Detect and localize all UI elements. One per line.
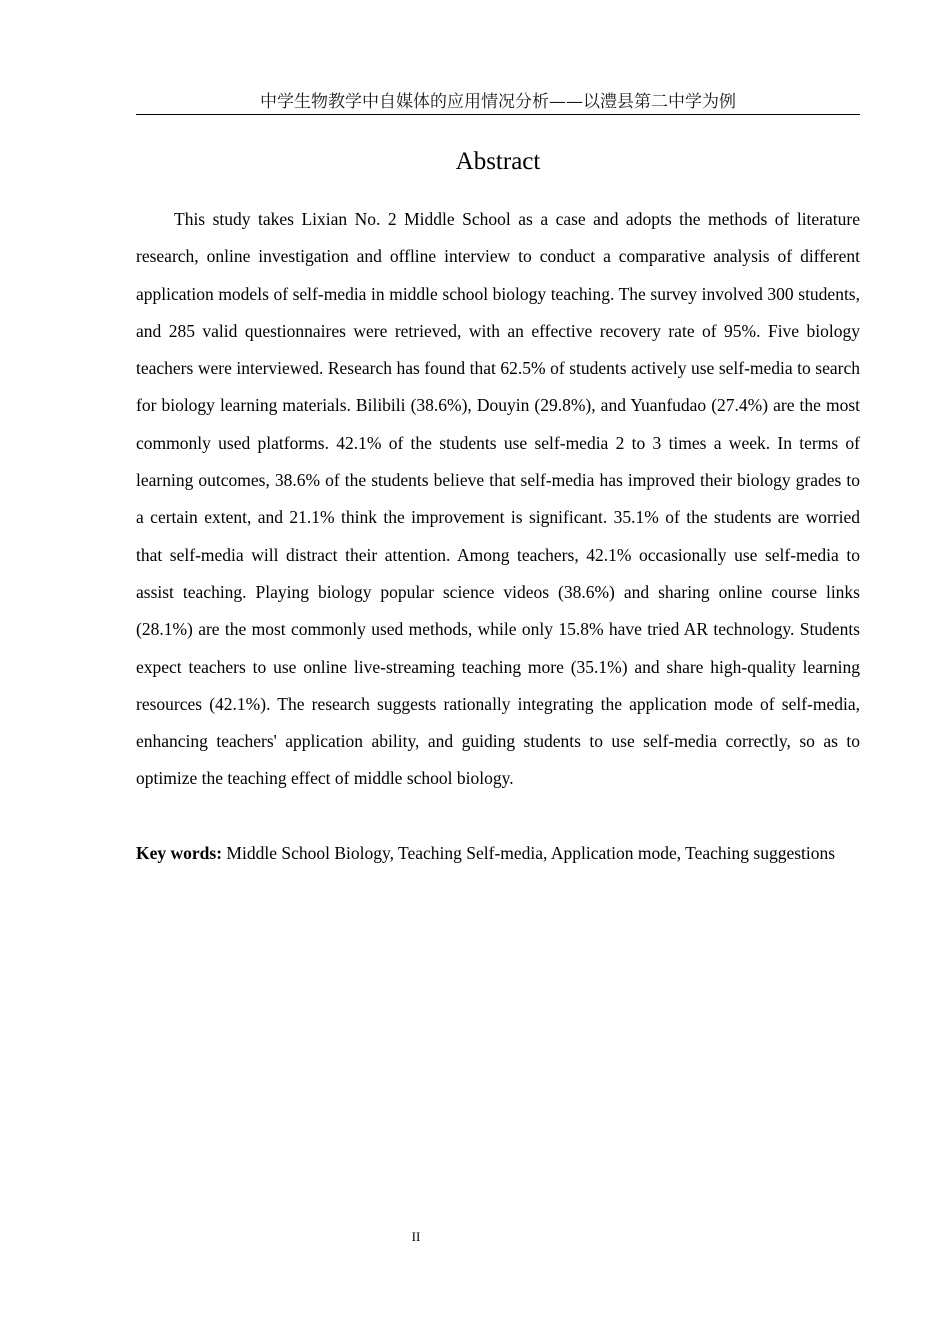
running-header: 中学生物教学中自媒体的应用情况分析——以澧县第二中学为例 xyxy=(136,90,860,115)
abstract-body: This study takes Lixian No. 2 Middle School as a case and adopts the methods of literature research, online investigation and offline interview to conduct a comparative analysis of different application models of self-media in middle school biology teaching. The survey involved 300 students, and 285 valid questionnaires were retrieved, with an effective recovery rate of 95%. Five biology teachers were interviewed. Research has found that 62.5% of students actively use self-media to search for biology learning materials. Bilibili (38.6%), Douyin (29.8%), and Yuanfudao (27.4%) are the most commonly used platforms. 42.1% of the students use self-media 2 to 3 times a week. In terms of learning outcomes, 38.6% of the students believe that self-media has improved their biology grades to a certain extent, and 21.1% think the improvement is significant. 35.1% of the students are worried that self-media will distract their attention. Among teachers, 42.1% occasionally use self-media to assist teaching. Playing biology popular science videos (38.6%) and sharing online course links (28.1%) are the most commonly used methods, while only 15.8% have tried AR technology. Students expect teachers to use online live-streaming teaching more (35.1%) and share high-quality learning resources (42.1%). The research suggests rationally integrating the application mode of self-media, enhancing teachers' application ability, and guiding students to use self-media correctly, so as to optimize the teaching effect of middle school biology. xyxy=(136,209,860,789)
page-number: II xyxy=(411,1229,421,1244)
keywords-value: Middle School Biology, Teaching Self-media, Application mode, Teaching suggestions xyxy=(226,843,836,863)
keywords-paragraph xyxy=(136,835,860,872)
keywords-label: Key words: xyxy=(136,843,223,863)
abstract-title: Abstract xyxy=(455,148,541,175)
